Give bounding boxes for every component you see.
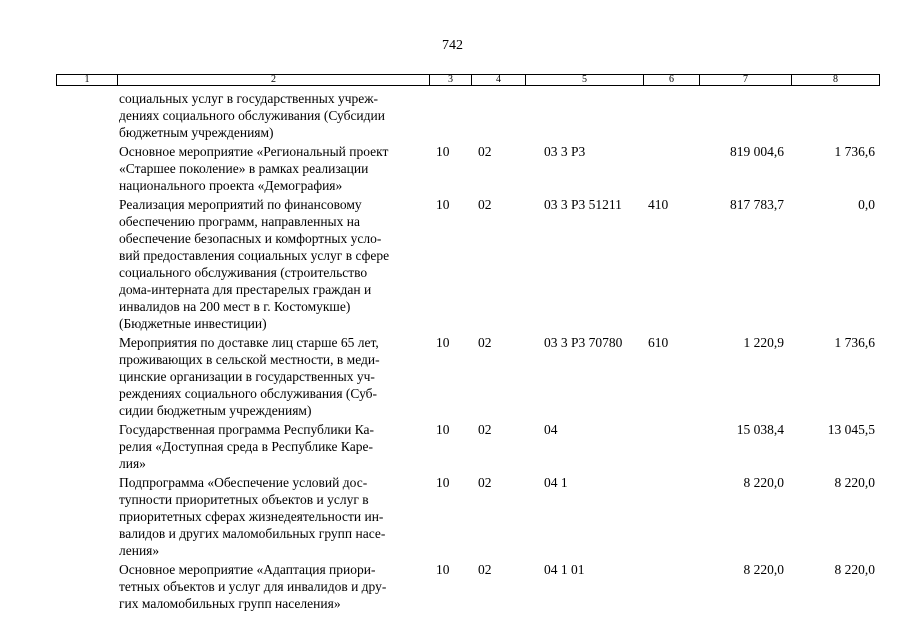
page-number: 742 [442,38,463,53]
cell-col-3: 10 [436,422,450,437]
column-header-6: 6 [643,75,699,85]
cell-col-5: 04 1 01 [544,562,585,577]
cell-col-7: 819 004,6 [730,144,784,159]
description-line: бюджетным учреждениям) [119,125,274,140]
table-row [0,421,905,472]
cell-col-7: 15 038,4 [736,422,784,437]
description-line: Реализация мероприятий по финансовому [119,197,362,212]
description-line: приоритетных сферах жизнедеятельности ин- [119,509,384,524]
description-line: Государственная программа Республики Ка- [119,422,375,437]
cell-col-7: 8 220,0 [743,475,784,490]
row-description [119,90,429,141]
cell-col-4: 02 [478,422,492,437]
description-line: тупности приоритетных объектов и услуг в [119,492,369,507]
table-row [0,196,905,332]
cell-col-4: 02 [478,144,492,159]
cell-col-5: 03 3 P3 [544,144,586,159]
table-row [0,474,905,559]
table-row [0,143,905,194]
cell-col-4: 02 [478,197,492,212]
description-line: обеспечение безопасных и комфортных усло- [119,231,382,246]
column-header-1: 1 [84,74,90,85]
cell-col-3: 10 [436,562,450,577]
table-row [0,561,905,612]
cell-col-5: 03 3 P3 51211 [544,197,622,212]
description-line: проживающих в сельской местности, в меди- [119,352,380,367]
description-line: социального обслуживания (строительство [119,265,368,280]
cell-col-6: 410 [648,197,669,212]
cell-col-4: 02 [478,562,492,577]
description-line: Подпрограмма «Обеспечение условий дос- [119,475,368,490]
cell-col-3: 10 [436,197,450,212]
row-description [119,421,429,472]
row-description [119,196,429,332]
column-header-4: 4 [471,75,525,85]
description-line: обеспечению программ, направленных на [119,214,360,229]
description-line: реждениях социального обслуживания (Суб- [119,386,378,401]
cell-col-5: 04 1 [544,475,568,490]
description-line: лия» [119,456,146,471]
description-line: дома-интерната для престарелых граждан и [119,282,372,297]
description-line: валидов и других маломобильных групп насе- [119,526,386,541]
description-line: вий предоставления социальных услуг в сфере [119,248,390,263]
cell-col-7: 817 783,7 [730,197,784,212]
column-header-7: 7 [699,75,791,85]
description-line: Основное мероприятие «Региональный проект [119,144,389,159]
cell-col-8: 1 736,6 [834,144,875,159]
column-header-8: 8 [791,75,879,85]
cell-col-5: 03 3 P3 70780 [544,335,623,350]
description-line: релия «Доступная среда в Республике Каре- [119,439,373,454]
row-description [119,143,429,194]
table-body [0,90,905,614]
description-line: национального проекта «Демография» [119,178,343,193]
description-line: гих маломобильных групп населения» [119,596,341,611]
description-line: тетных объектов и услуг для инвалидов и дру- [119,579,387,594]
cell-col-3: 10 [436,335,450,350]
cell-col-8: 1 736,6 [834,335,875,350]
cell-col-8: 8 220,0 [834,562,875,577]
description-line: цинские организации в государственных уч- [119,369,375,384]
description-line: социальных услуг в государственных учреж- [119,91,379,106]
cell-col-7: 8 220,0 [743,562,784,577]
cell-col-6: 610 [648,335,669,350]
table-header [56,74,880,86]
table-row [0,334,905,419]
description-line: дениях социального обслуживания (Субсидии [119,108,385,123]
cell-col-4: 02 [478,475,492,490]
row-description [119,561,429,612]
description-line: Основное мероприятие «Адаптация приори- [119,562,376,577]
description-line: Мероприятия по доставке лиц старше 65 лет, [119,335,379,350]
column-header-5: 5 [525,75,643,85]
cell-col-8: 13 045,5 [827,422,875,437]
cell-col-7: 1 220,9 [743,335,784,350]
cell-col-4: 02 [478,335,492,350]
cell-col-3: 10 [436,144,450,159]
table-row [0,90,905,141]
cell-col-3: 10 [436,475,450,490]
row-description [119,334,429,419]
cell-col-8: 0,0 [858,197,875,212]
cell-col-5: 04 [544,422,558,437]
description-line: (Бюджетные инвестиции) [119,316,267,331]
description-line: сидии бюджетным учреждениям) [119,403,312,418]
description-line: «Старшее поколение» в рамках реализации [119,161,369,176]
column-header-2: 2 [117,75,429,85]
description-line: ления» [119,543,160,558]
row-description [119,474,429,559]
column-header-3: 3 [429,75,471,85]
cell-col-8: 8 220,0 [834,475,875,490]
description-line: инвалидов на 200 мест в г. Костомукше) [119,299,351,314]
